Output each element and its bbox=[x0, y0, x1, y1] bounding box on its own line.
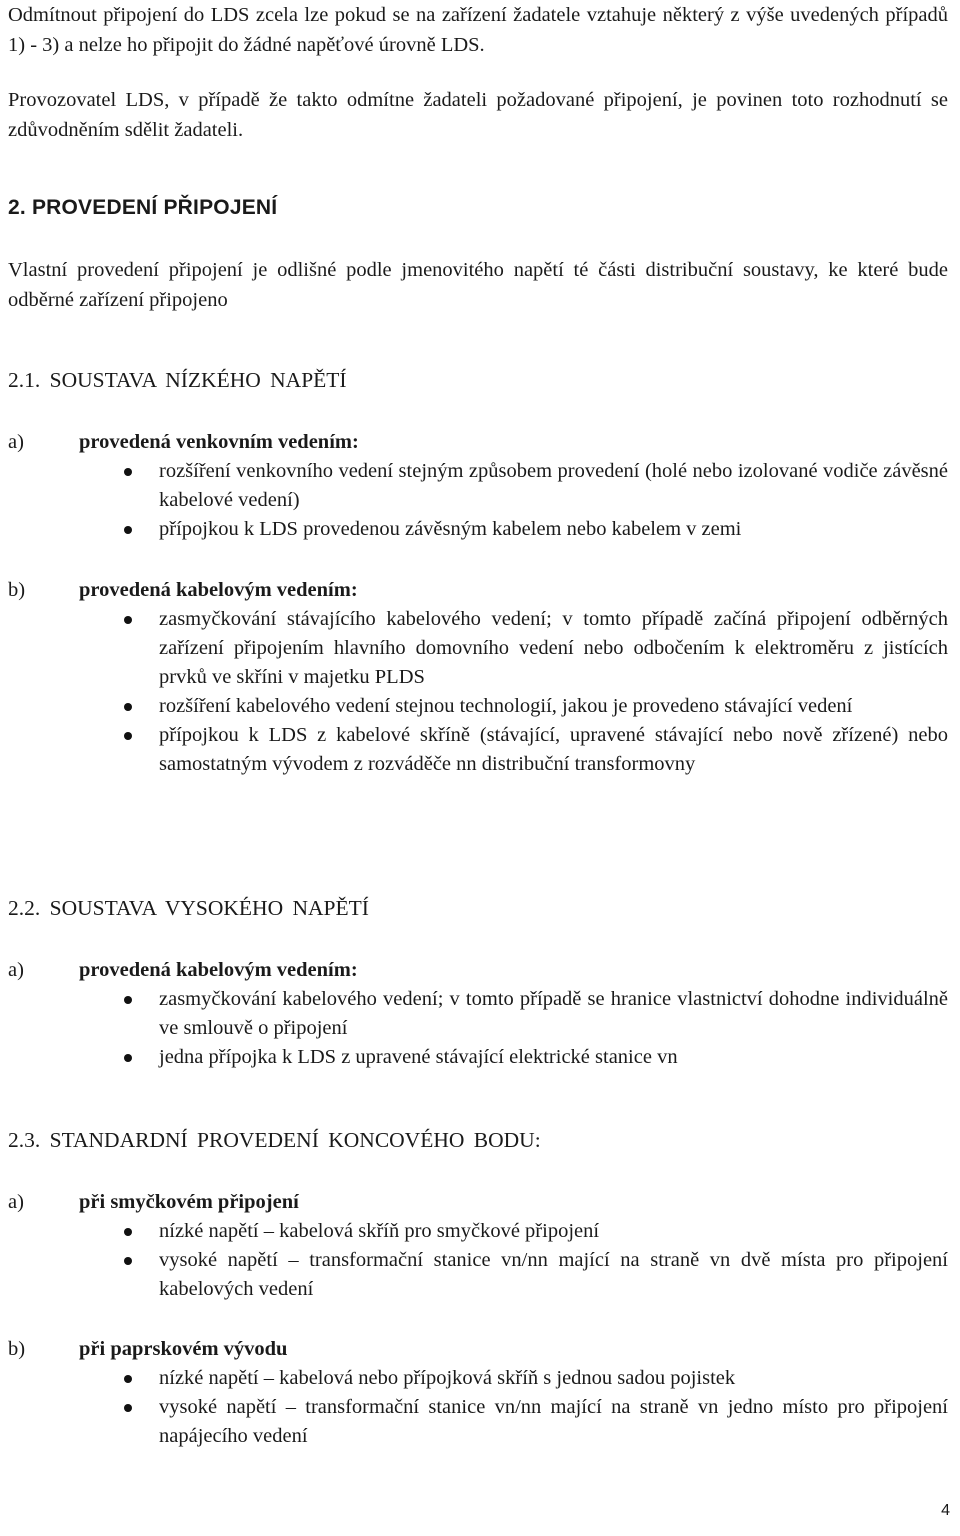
list-item: jedna přípojka k LDS z upravené stávající elektrické stanice vn bbox=[8, 1043, 948, 1072]
list-item: rozšíření venkovního vedení stejným způsobem provedení (holé nebo izolované vodiče závěsné kabelové vedení) bbox=[8, 457, 948, 515]
item-marker: a) bbox=[8, 431, 24, 453]
page-number: 4 bbox=[941, 1502, 950, 1519]
bullet-icon bbox=[124, 526, 132, 534]
section-2-3-heading: 2.3. STANDARDNÍ PROVEDENÍ KONCOVÉHO BODU: bbox=[8, 1128, 541, 1152]
bullet-icon bbox=[124, 1054, 132, 1062]
item-title: při smyčkovém připojení bbox=[79, 1191, 299, 1213]
item-title: provedená kabelovým vedením: bbox=[79, 579, 358, 601]
item-marker: a) bbox=[8, 959, 24, 981]
list-item: přípojkou k LDS z kabelové skříně (stávající, upravené stávající nebo nově zřízené) nebo samostatným vývodem z rozváděče nn distribuční transformovny bbox=[8, 721, 948, 779]
intro-paragraph-2: Provozovatel LDS, v případě že takto odmítne žadateli požadované připojení, je povinen toto rozhodnutí se zdůvodněním sdělit žadateli. bbox=[8, 89, 948, 141]
bullet-icon bbox=[124, 732, 132, 740]
bullet-icon bbox=[124, 1228, 132, 1236]
bullet-icon bbox=[124, 1257, 132, 1265]
section-2-2-heading: 2.2. SOUSTAVA VYSOKÉHO NAPĚTÍ bbox=[8, 896, 369, 920]
list-item: vysoké napětí – transformační stanice vn/nn mající na straně vn jedno místo pro připojení napájecího vedení bbox=[8, 1393, 948, 1451]
list-item: rozšíření kabelového vedení stejnou technologií, jakou je provedeno stávající vedení bbox=[8, 692, 948, 721]
section-2-text: Vlastní provedení připojení je odlišné podle jmenovitého napětí té části distribuční soustavy, ke které bude odběrné zařízení připojeno bbox=[8, 259, 948, 311]
item-marker: b) bbox=[8, 1338, 26, 1360]
bullet-icon bbox=[124, 468, 132, 476]
list-item: nízké napětí – kabelová nebo přípojková skříň s jednou sadou pojistek bbox=[8, 1364, 948, 1393]
bullet-list bbox=[8, 1364, 948, 1451]
bullet-icon bbox=[124, 616, 132, 624]
list-item: nízké napětí – kabelová skříň pro smyčkové připojení bbox=[8, 1217, 948, 1246]
item-marker: b) bbox=[8, 579, 26, 601]
bullet-icon bbox=[124, 996, 132, 1004]
bullet-list bbox=[8, 605, 948, 779]
bullet-icon bbox=[124, 1375, 132, 1383]
list-item: přípojkou k LDS provedenou závěsným kabelem nebo kabelem v zemi bbox=[8, 515, 948, 544]
bullet-icon bbox=[124, 703, 132, 711]
item-marker: a) bbox=[8, 1191, 24, 1213]
bullet-icon bbox=[124, 1404, 132, 1412]
bullet-list bbox=[8, 985, 948, 1072]
bullet-list bbox=[8, 457, 948, 544]
section-2-heading: 2. PROVEDENÍ PŘIPOJENÍ bbox=[8, 196, 278, 219]
section-2-1-heading: 2.1. SOUSTAVA NÍZKÉHO NAPĚTÍ bbox=[8, 368, 347, 392]
item-title: provedená kabelovým vedením: bbox=[79, 959, 358, 981]
item-title: při paprskovém vývodu bbox=[79, 1338, 288, 1360]
item-title: provedená venkovním vedením: bbox=[79, 431, 359, 453]
bullet-list bbox=[8, 1217, 948, 1304]
intro-paragraph-1: Odmítnout připojení do LDS zcela lze pokud se na zařízení žadatele vztahuje některý z výše uvedených případů 1) - 3) a nelze ho připojit do žádné napěťové úrovně LDS. bbox=[8, 4, 948, 56]
list-item: zasmyčkování stávajícího kabelového vedení; v tomto případě začíná připojení odběrných zařízení připojením hlavního domovního vedení nebo odbočením k elektroměru z jistících prvků ve skříni v majetku PLDS bbox=[8, 605, 948, 692]
list-item: vysoké napětí – transformační stanice vn/nn mající na straně vn dvě místa pro připojení kabelových vedení bbox=[8, 1246, 948, 1304]
list-item: zasmyčkování kabelového vedení; v tomto případě se hranice vlastnictví dohodne individuálně ve smlouvě o připojení bbox=[8, 985, 948, 1043]
